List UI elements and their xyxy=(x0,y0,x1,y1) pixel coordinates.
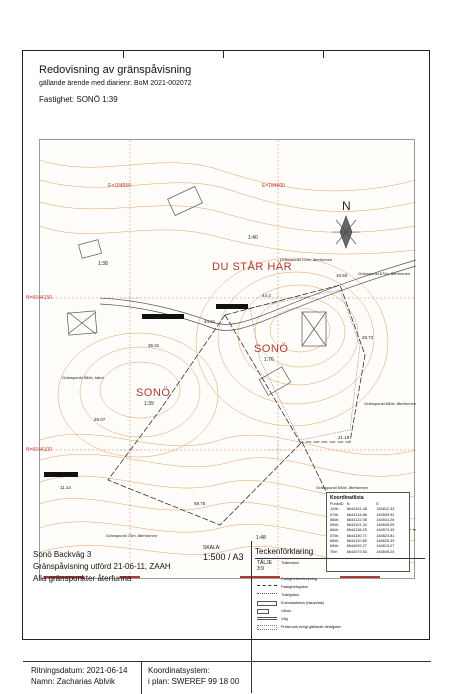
boundary-point-label: Gränspunkt 58öb, känd xyxy=(62,375,104,380)
northing: 6644079.53 xyxy=(346,549,367,554)
author-name: Namn: Zacharias Ablvik xyxy=(31,677,116,686)
legend-item xyxy=(255,599,425,607)
point-id: 68öb xyxy=(330,539,339,544)
legend-boundary-symbol xyxy=(257,585,277,589)
distance-label: 29.07 xyxy=(94,417,106,422)
grid-crosses xyxy=(120,288,288,460)
address-line: Sonö Backväg 3 xyxy=(33,550,92,559)
point-id: 66öb xyxy=(330,528,339,533)
easting: 184612.33 xyxy=(376,507,395,512)
drawing-sheet xyxy=(22,50,430,686)
point-id: 59öb xyxy=(330,523,339,528)
point-id: 69öb xyxy=(330,544,339,549)
legend xyxy=(255,547,425,631)
frame-tick xyxy=(223,50,224,58)
northing: 6644101.34 xyxy=(346,523,367,528)
property-map[interactable] xyxy=(26,139,417,579)
legend-text: Traktgräns xyxy=(281,593,300,597)
easting: 184545.24 xyxy=(376,549,395,554)
easting: 184599.92 xyxy=(376,512,395,517)
column-header: N xyxy=(346,502,350,506)
legend-symbol xyxy=(257,577,277,581)
drawing-date: Ritningsdatum: 2021-06-14 xyxy=(31,666,128,675)
easting: 184624.81 xyxy=(376,533,395,538)
legend-text: Traktnamn xyxy=(281,561,300,565)
survey-line: Gränspåvisning utförd 21-06-11, ZAAH xyxy=(33,562,171,571)
parcel-code-label: 1:76 xyxy=(264,357,274,363)
distance-label: 44.4 xyxy=(262,293,271,298)
legend-outhouse-symbol xyxy=(257,609,269,614)
legend-text: Enbostadshus (fasad/tak) xyxy=(281,601,325,605)
parcel-name-label: SONÖ xyxy=(254,343,289,355)
scale-label: SKALA: xyxy=(203,545,221,551)
boundary-point-label: Gränspunkt 67öb, återfunnen xyxy=(358,271,411,276)
scale-value xyxy=(203,552,261,562)
distance-label: 44.21 xyxy=(204,319,216,324)
easting: 184541.26 xyxy=(376,517,395,522)
legend-text: Uthus xyxy=(281,609,291,613)
buildings xyxy=(67,187,326,396)
status-line: Alla gränspunkter återfunna xyxy=(33,574,132,583)
point-id: 12öb xyxy=(330,507,339,512)
coord-n2-label: N=6644100 xyxy=(26,447,52,453)
legend-road-symbol xyxy=(257,617,277,620)
footer-right xyxy=(148,665,239,687)
legend-text: Fastighetsgräns xyxy=(281,585,309,589)
legend-item xyxy=(255,607,425,615)
page-title: Redovisning av gränspåvisning xyxy=(39,64,192,76)
legend-item xyxy=(255,623,425,631)
easting: 184613.07 xyxy=(376,544,395,549)
legend-talje-symbol xyxy=(257,560,277,572)
easting: 184574.49 xyxy=(376,528,395,533)
prickmark xyxy=(250,290,360,440)
boundary-point-label: Gränspunkt 69öb, återfunnen xyxy=(316,485,369,490)
boundary-point-label: Gränspunkt 68öb, återfunnen xyxy=(364,401,417,406)
point-id: 58öb xyxy=(330,517,339,522)
job-info xyxy=(33,549,171,585)
scale-ratio: 1:500 xyxy=(203,552,226,562)
northing: 6644120.89 xyxy=(346,539,367,544)
boundary-point-label: Gränspunkt 70m, återfunnen xyxy=(106,533,157,538)
coordinate-system-label: Koordinatsystem: xyxy=(148,666,210,675)
distance-label: 21.19 xyxy=(338,435,350,440)
area-label-1-48: 1:48 xyxy=(256,535,266,541)
legend-item xyxy=(255,575,425,583)
header xyxy=(39,63,419,105)
property-label: Fastighet: SONÖ 1:39 xyxy=(39,95,118,104)
parcel-name-label: SONÖ xyxy=(136,387,171,399)
paper-format: / A3 xyxy=(228,552,244,562)
talje-name: TÄLJE xyxy=(257,560,273,566)
north-letter: N xyxy=(342,199,351,213)
legend-title: Teckenförklaring xyxy=(255,547,425,559)
distance-label: 35.31 xyxy=(148,343,160,348)
divider xyxy=(141,662,142,694)
coordinate-table-title: Koordinatlista xyxy=(330,495,364,501)
scale-box xyxy=(203,545,261,562)
column-header: PunktID xyxy=(330,502,344,506)
footer xyxy=(23,661,431,693)
legend-text: Fastighetsbeteckning xyxy=(281,577,317,581)
northing: 6644144.86 xyxy=(346,512,367,517)
area-label-1-38: 1:38 xyxy=(98,261,108,267)
distance-label: 11.14 xyxy=(60,485,71,490)
coord-n1-label: N=6644150 xyxy=(26,295,52,301)
plane-system: i plan: SWEREF 99 18 00 xyxy=(148,677,240,686)
point-id: 70m xyxy=(330,549,338,554)
easting: 184625.39 xyxy=(376,539,395,544)
coord-e1-label: E=184550 xyxy=(108,183,131,189)
distance-label: 69.75 xyxy=(194,501,206,506)
northing: 6644092.27 xyxy=(346,544,367,549)
legend-house-symbol xyxy=(257,601,277,606)
distance-label: 10.50 xyxy=(336,273,348,278)
legend-item xyxy=(255,591,425,599)
easting: 184526.09 xyxy=(376,523,395,528)
northing: 6644136.25 xyxy=(346,528,367,533)
talje-code: 3:9 xyxy=(257,566,264,572)
footer-left xyxy=(31,665,128,687)
frame-tick xyxy=(123,50,124,58)
distance-label: 28.72 xyxy=(362,335,374,340)
parcel-code-label: 1:39 xyxy=(144,401,154,407)
title-block xyxy=(23,541,431,686)
legend-item xyxy=(255,615,425,623)
legend-prickmark-symbol xyxy=(257,625,277,630)
legend-text: Prickmark enligt gällande detaljplan xyxy=(281,625,341,629)
northing: 6644122.08 xyxy=(346,517,367,522)
northing: 6644161.48 xyxy=(346,507,367,512)
you-are-here-label: DU STÅR HÄR xyxy=(212,261,293,273)
boundary-point-label: Gränspunkt 12öb, återfunnen xyxy=(280,257,333,262)
north-arrow xyxy=(332,216,360,248)
point-id: 57öb xyxy=(330,512,339,517)
legend-item xyxy=(255,559,425,575)
legend-trakt-symbol xyxy=(257,593,277,597)
frame-tick xyxy=(323,50,324,58)
northing: 6644150.71 xyxy=(346,533,367,538)
area-label-1-40: 1:40 xyxy=(248,235,258,241)
case-subtitle: gällande ärende med diarienr: BoM 2021-002072 xyxy=(39,80,192,87)
column-header: E xyxy=(376,502,379,506)
point-id: 67öb xyxy=(330,533,339,538)
coord-e2-label: E=184600 xyxy=(262,183,285,189)
legend-text: Väg xyxy=(281,617,288,621)
legend-item xyxy=(255,583,425,591)
